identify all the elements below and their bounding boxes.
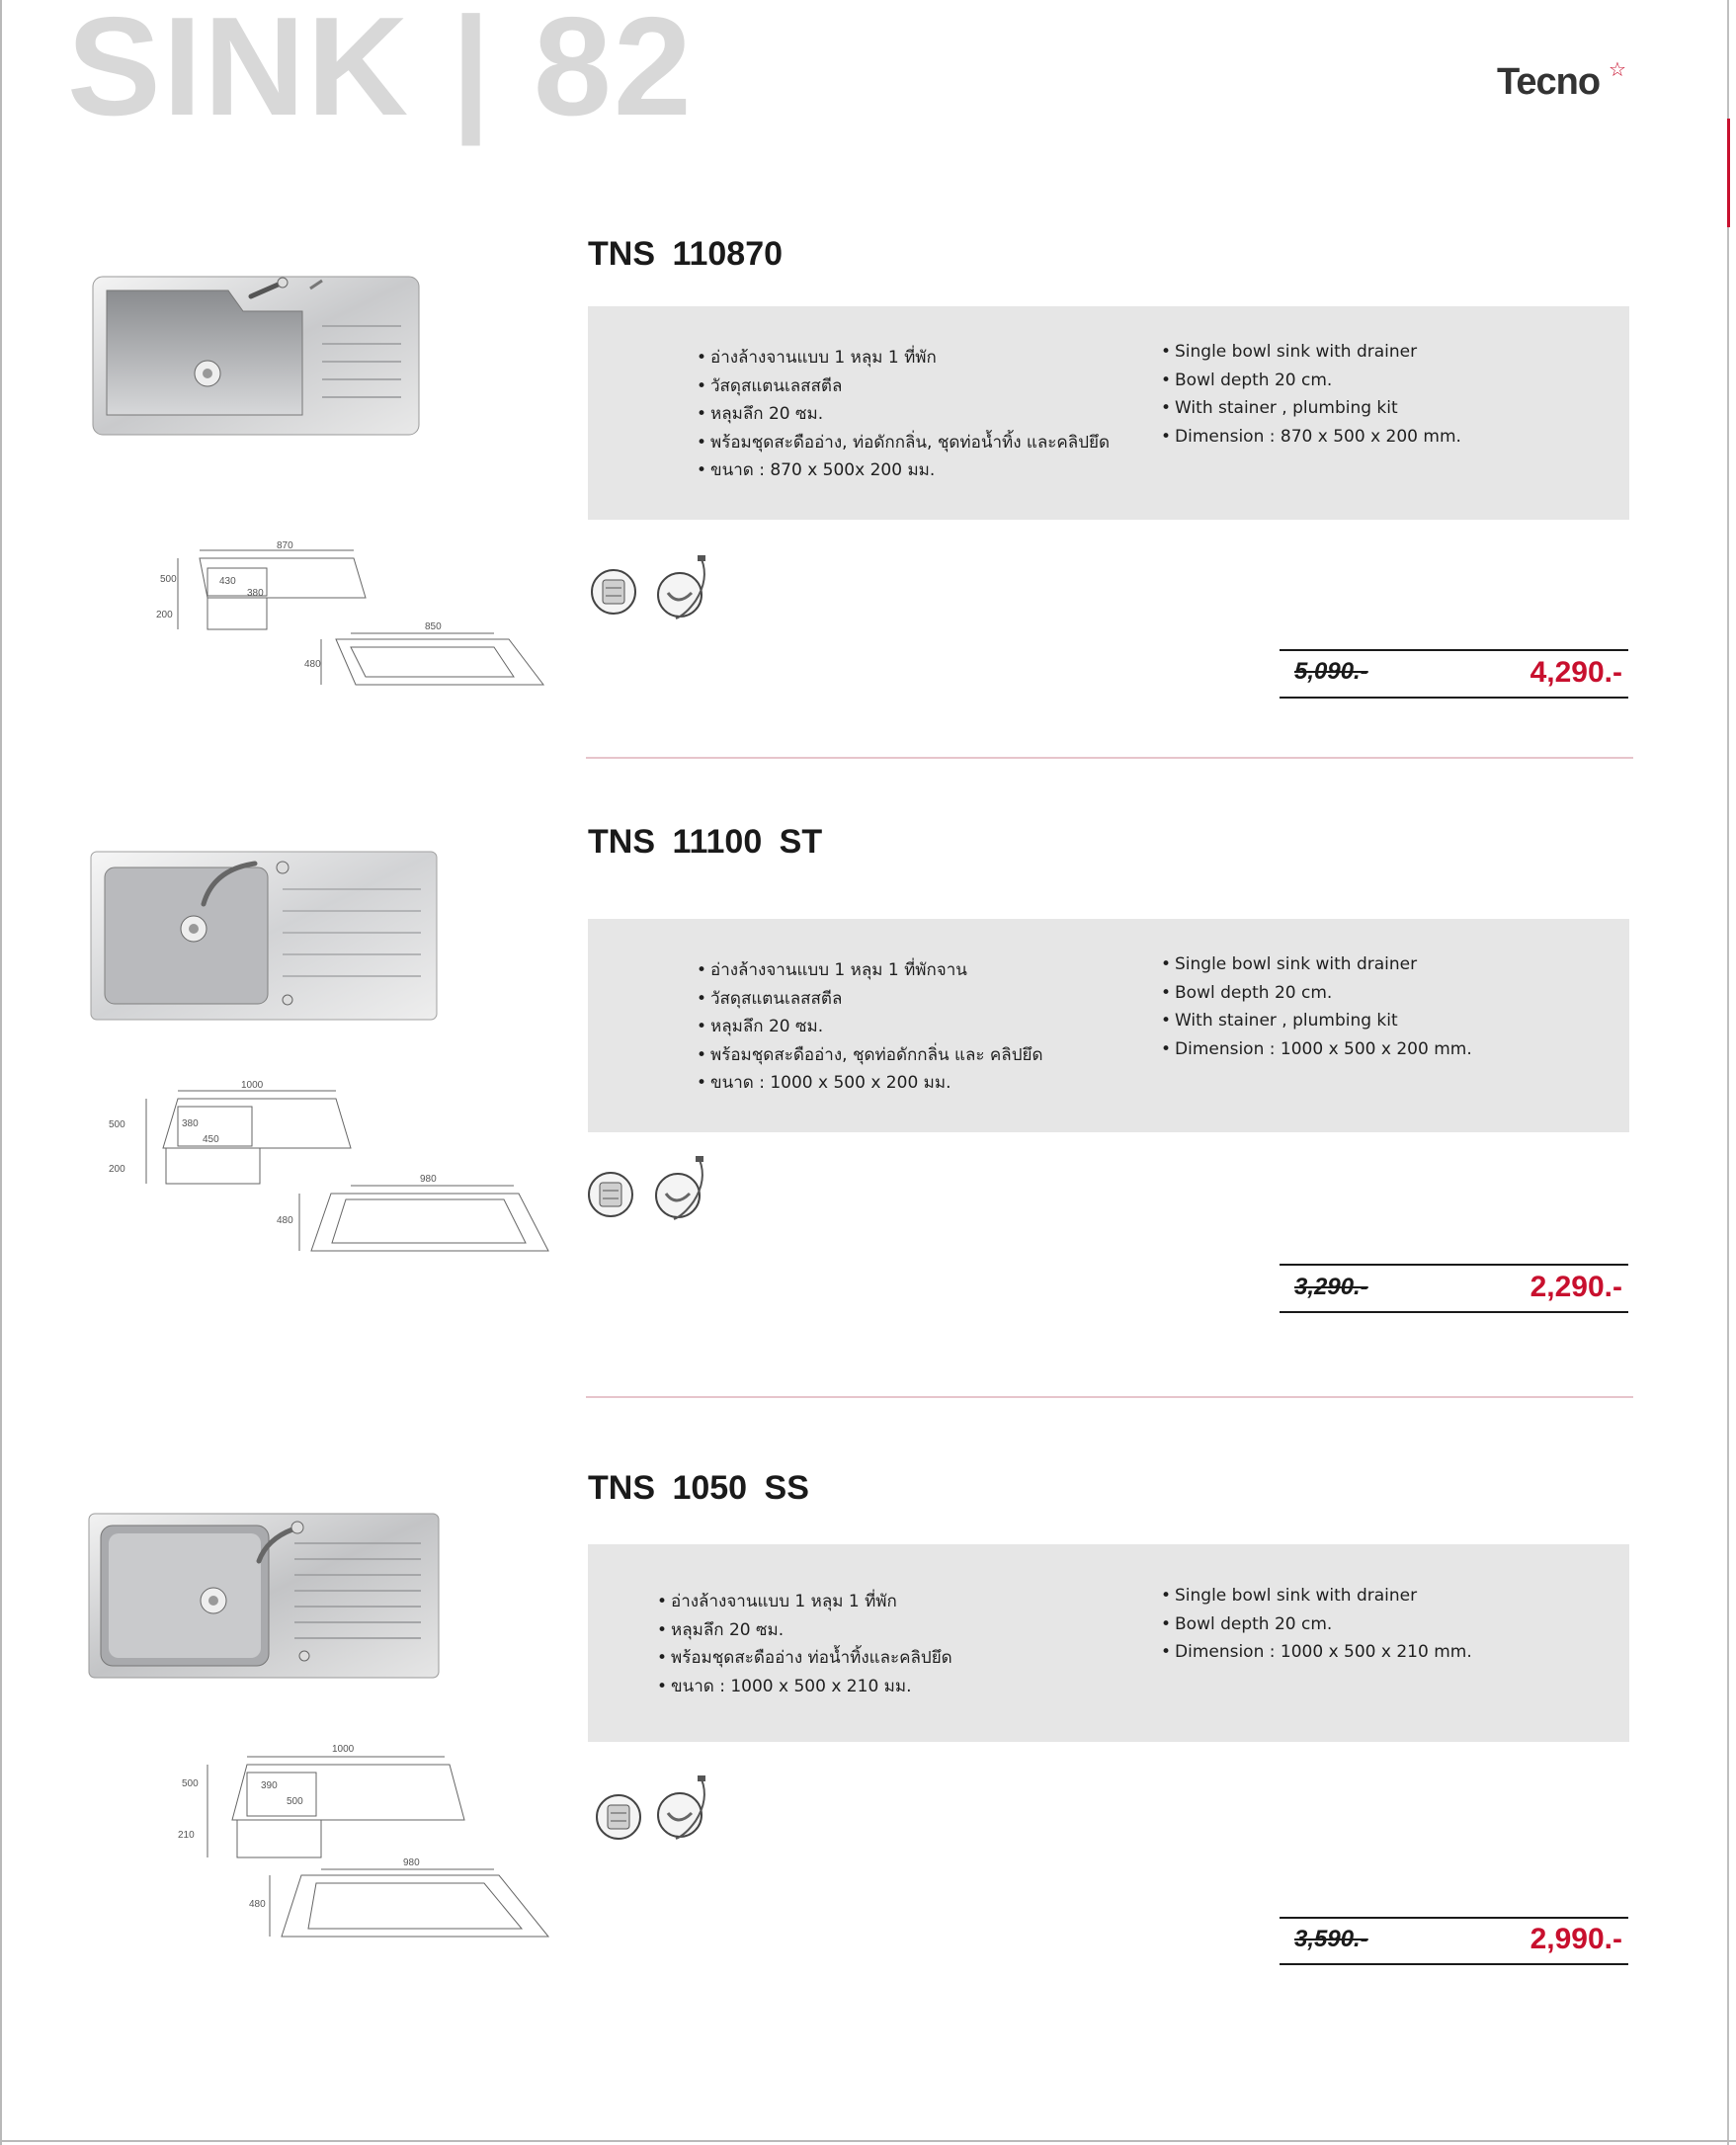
sink-photo [85, 267, 441, 454]
page-title: SINK | 82 [67, 0, 694, 145]
brand-star-icon: ☆ [1609, 57, 1626, 81]
svg-text:200: 200 [109, 1164, 125, 1175]
spec-box [588, 1544, 1629, 1742]
english-spec-item: • With stainer , plumbing kit [1161, 1007, 1472, 1035]
price-rule-bottom [1280, 697, 1628, 699]
spec-box [588, 919, 1629, 1132]
old-price: 3,590.- [1294, 1926, 1368, 1952]
model-name: TNS 1050 SS [588, 1469, 809, 1507]
page-frame-left [0, 0, 2, 2145]
svg-text:450: 450 [203, 1134, 219, 1145]
plumbing-kit-icon [652, 553, 721, 622]
english-spec-item: • Single bowl sink with drainer [1161, 950, 1472, 979]
thai-spec-item: • อ่างล้างจานแบบ 1 หลุม 1 ที่พักจาน [697, 956, 1043, 985]
thai-spec-item: • อ่างล้างจานแบบ 1 หลุม 1 ที่พัก [657, 1588, 952, 1616]
thai-spec-item: • พร้อมชุดสะดืออ่าง ท่อน้ำทิ้งและคลิปยึด [657, 1644, 952, 1673]
thai-spec-item: • พร้อมชุดสะดืออ่าง, ชุดท่อดักกลิ่น และ คลิปยึด [697, 1041, 1043, 1070]
thai-spec-item: • หลุมลึก 20 ซม. [697, 400, 1110, 429]
thai-spec-list [697, 956, 1043, 1098]
svg-text:380: 380 [247, 588, 264, 599]
sink-photo [85, 1510, 441, 1697]
svg-text:1000: 1000 [241, 1080, 264, 1091]
model-name: TNS 110870 [588, 235, 784, 273]
svg-text:500: 500 [287, 1796, 303, 1807]
strainer-icon [585, 1169, 636, 1220]
thai-spec-list [657, 1588, 952, 1700]
thai-spec-item: • อ่างล้างจานแบบ 1 หลุม 1 ที่พัก [697, 344, 1110, 372]
english-spec-item: • Bowl depth 20 cm. [1161, 979, 1472, 1008]
dimension-drawing [138, 519, 553, 716]
section-divider [586, 1396, 1633, 1398]
brand-logo: Tecno [1497, 61, 1601, 103]
english-spec-item: • With stainer , plumbing kit [1161, 394, 1461, 423]
english-spec-item: • Dimension : 1000 x 500 x 210 mm. [1161, 1638, 1472, 1667]
svg-text:500: 500 [109, 1119, 125, 1130]
english-spec-item: • Single bowl sink with drainer [1161, 338, 1461, 367]
thai-spec-item: • ขนาด : 870 x 500x 200 มม. [697, 456, 1110, 485]
plumbing-kit-icon [652, 1774, 721, 1843]
svg-text:870: 870 [277, 540, 293, 551]
page-frame-right [1727, 0, 1729, 2145]
page-frame-bottom [0, 2140, 1736, 2142]
svg-text:200: 200 [156, 610, 173, 620]
english-spec-list [1161, 1582, 1472, 1667]
thai-spec-item: • พร้อมชุดสะดืออ่าง, ท่อดักกลิ่น, ชุดท่อน้ำทิ้ง และคลิปยึด [697, 429, 1110, 457]
price-rule-top [1280, 649, 1628, 651]
price-rule-bottom [1280, 1963, 1628, 1965]
page-frame-accent [1727, 119, 1730, 227]
english-spec-item: • Bowl depth 20 cm. [1161, 1610, 1472, 1639]
svg-text:980: 980 [420, 1174, 437, 1185]
strainer-icon [593, 1791, 644, 1843]
thai-spec-list [697, 344, 1110, 485]
svg-text:210: 210 [178, 1830, 195, 1841]
svg-text:480: 480 [277, 1215, 293, 1226]
svg-text:980: 980 [403, 1857, 420, 1868]
svg-text:480: 480 [249, 1899, 266, 1910]
sale-price: 2,290.- [1529, 1271, 1622, 1303]
plumbing-kit-icon [650, 1154, 719, 1223]
svg-text:390: 390 [261, 1780, 278, 1791]
svg-text:480: 480 [304, 659, 321, 670]
svg-text:380: 380 [182, 1118, 199, 1129]
svg-text:500: 500 [182, 1778, 199, 1789]
spec-box [588, 306, 1629, 520]
sink-photo [85, 850, 441, 1037]
price-rule-bottom [1280, 1311, 1628, 1313]
thai-spec-item: • วัสดุสแตนเลสสตีล [697, 985, 1043, 1014]
english-spec-list [1161, 338, 1461, 451]
old-price: 3,290.- [1294, 1274, 1368, 1300]
sale-price: 2,990.- [1529, 1923, 1622, 1955]
sale-price: 4,290.- [1529, 656, 1622, 689]
thai-spec-item: • วัสดุสแตนเลสสตีล [697, 372, 1110, 401]
strainer-icon [588, 566, 639, 618]
thai-spec-item: • หลุมลึก 20 ซม. [657, 1616, 952, 1645]
svg-text:430: 430 [219, 576, 236, 587]
english-spec-item: • Bowl depth 20 cm. [1161, 367, 1461, 395]
old-price: 5,090.- [1294, 658, 1368, 685]
dimension-drawing [109, 1067, 553, 1265]
svg-text:1000: 1000 [332, 1744, 355, 1755]
dimension-drawing [138, 1739, 553, 1937]
english-spec-list [1161, 950, 1472, 1063]
english-spec-item: • Dimension : 870 x 500 x 200 mm. [1161, 423, 1461, 452]
english-spec-item: • Single bowl sink with drainer [1161, 1582, 1472, 1610]
thai-spec-item: • ขนาด : 1000 x 500 x 200 มม. [697, 1069, 1043, 1098]
model-name: TNS 11100 ST [588, 823, 823, 861]
section-divider [586, 757, 1633, 759]
price-rule-top [1280, 1264, 1628, 1266]
svg-text:850: 850 [425, 621, 442, 632]
svg-text:500: 500 [160, 574, 177, 585]
thai-spec-item: • หลุมลึก 20 ซม. [697, 1013, 1043, 1041]
english-spec-item: • Dimension : 1000 x 500 x 200 mm. [1161, 1035, 1472, 1064]
price-rule-top [1280, 1917, 1628, 1919]
thai-spec-item: • ขนาด : 1000 x 500 x 210 มม. [657, 1673, 952, 1701]
